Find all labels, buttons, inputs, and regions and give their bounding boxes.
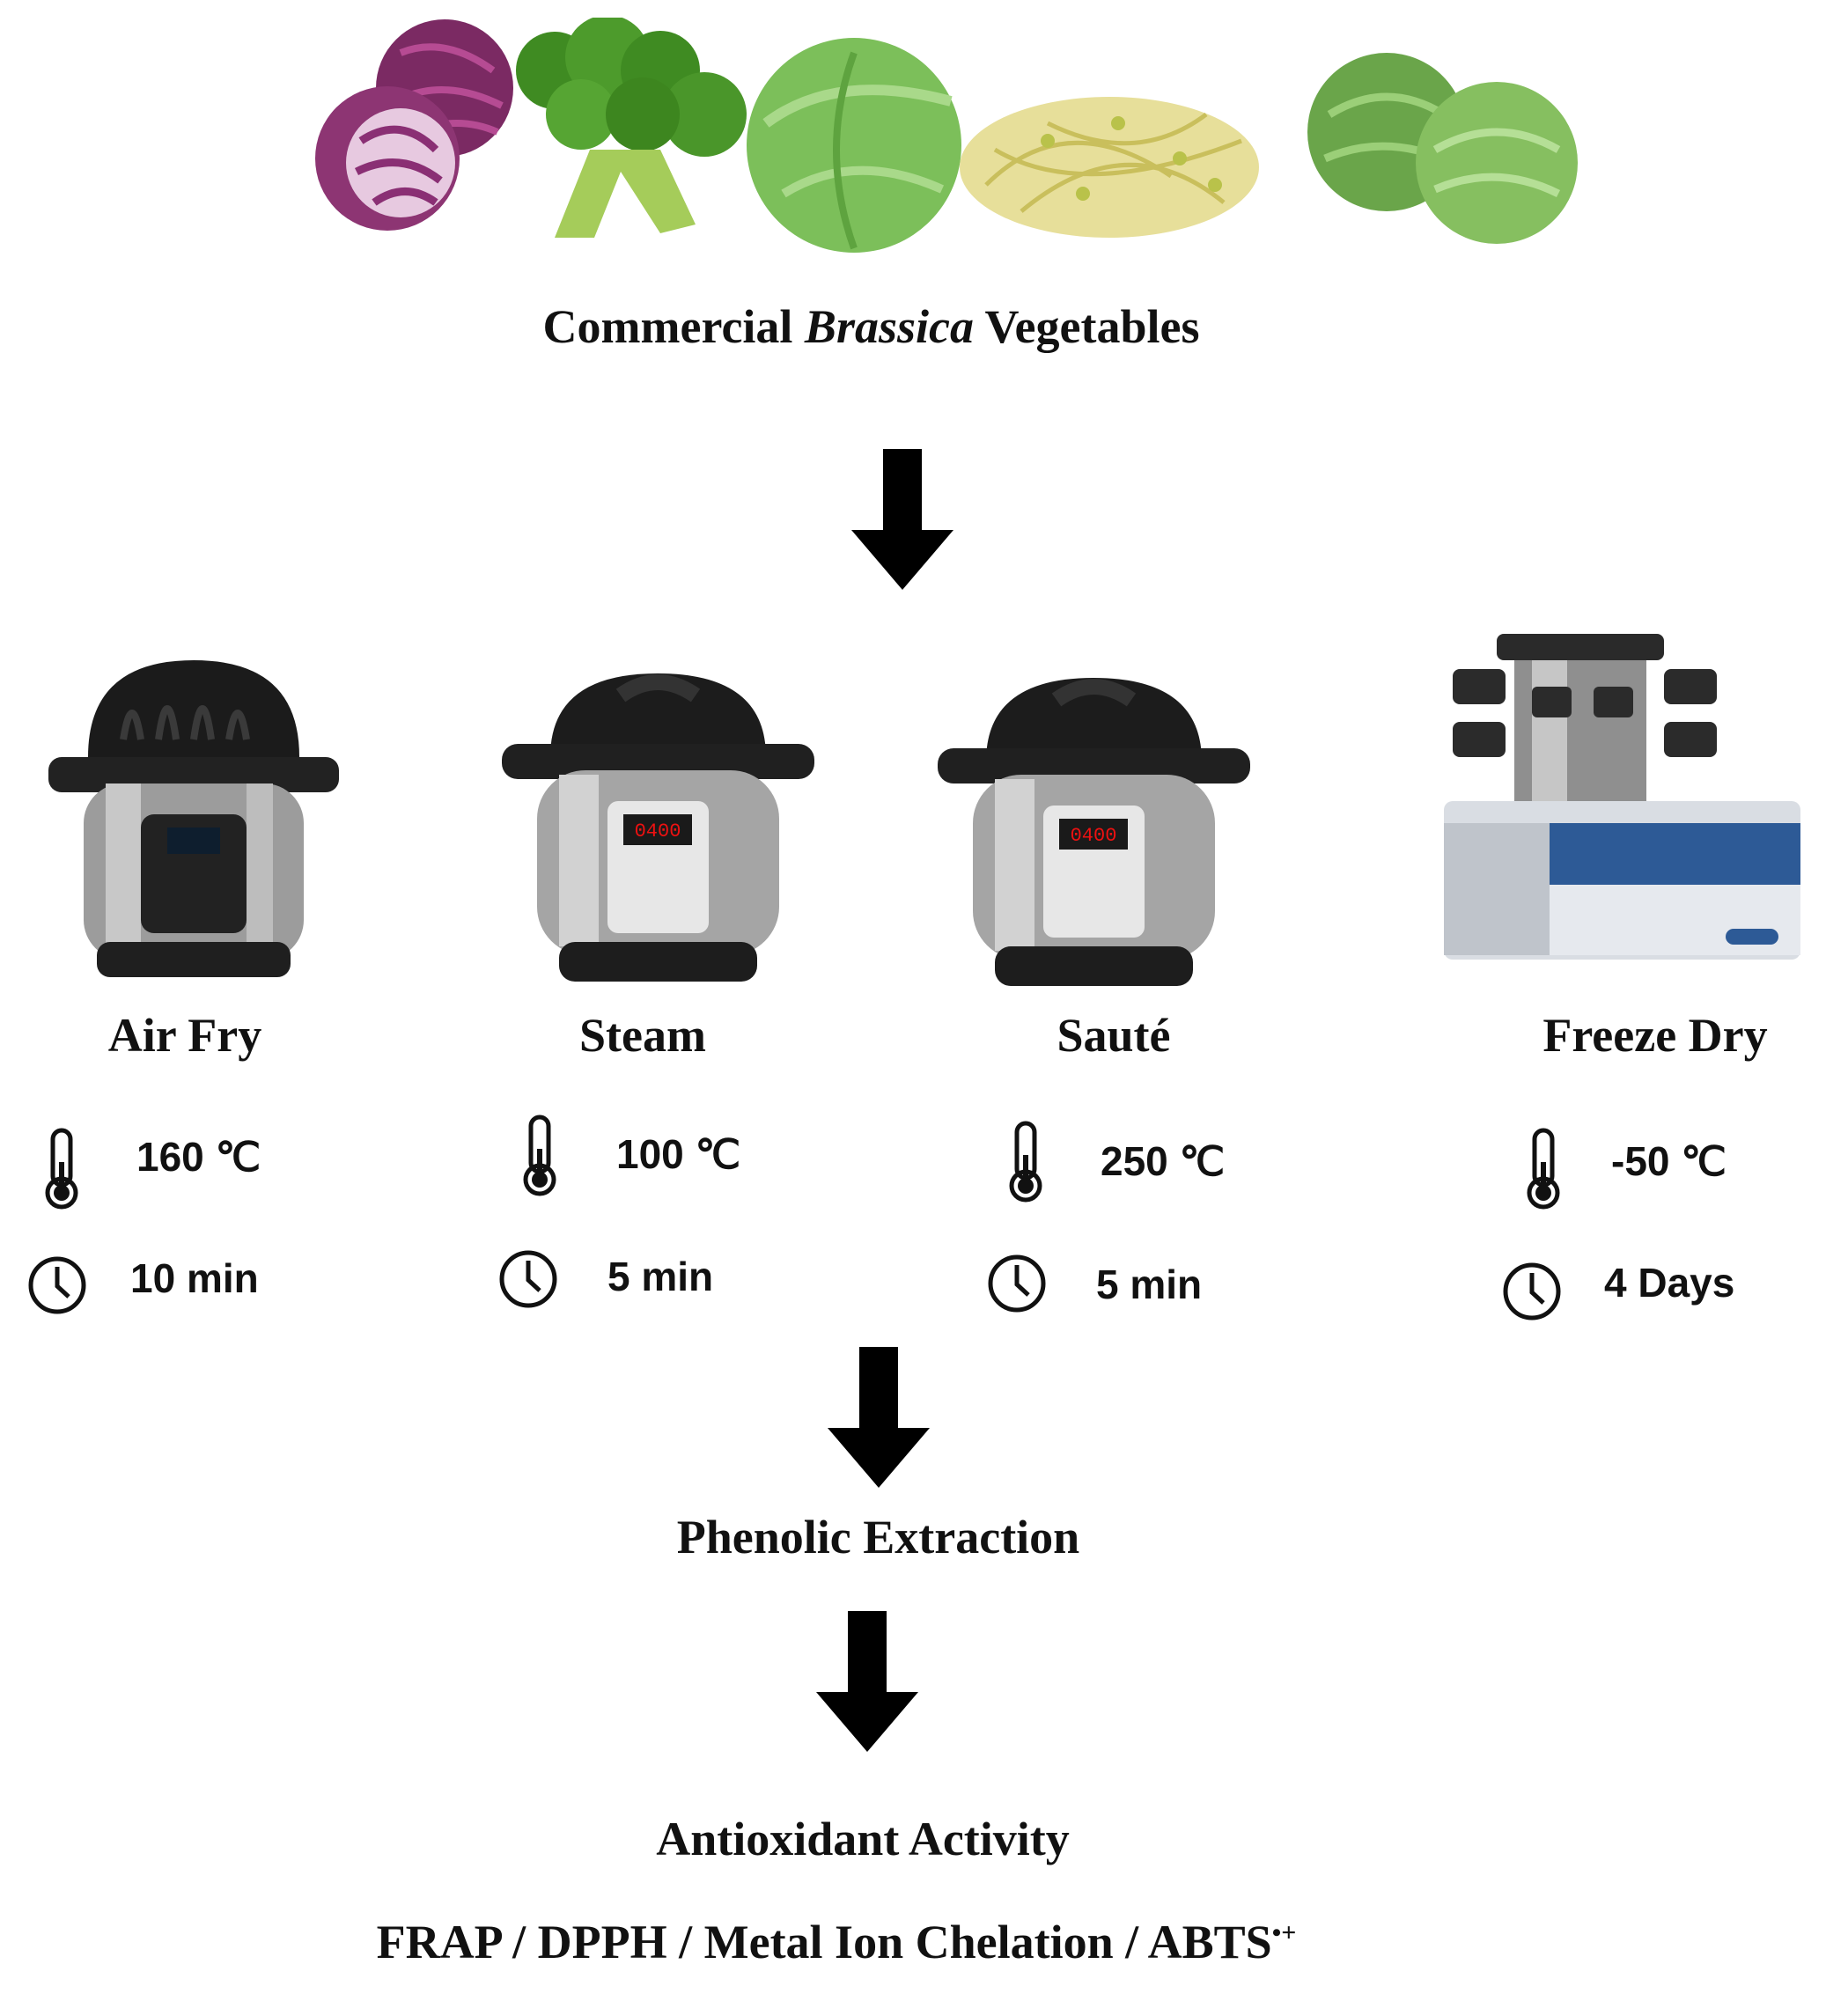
title-pre: Commercial: [542, 300, 805, 353]
clock-icon: [1501, 1261, 1563, 1322]
air-fryer-pot-icon: [35, 651, 352, 995]
vegetables-row: [291, 18, 1629, 273]
sprouts-icon: [960, 97, 1259, 238]
broccoli-icon: [516, 18, 747, 238]
down-arrow-2: [826, 1347, 931, 1492]
thermometer-icon: [1004, 1120, 1048, 1203]
method-name-saute: Sauté: [1057, 1009, 1171, 1062]
method-name-freeze-dry: Freeze Dry: [1542, 1009, 1768, 1062]
thermometer-icon: [40, 1127, 84, 1210]
temp-steam: 100 ℃: [616, 1131, 741, 1177]
temp-freeze-dry: -50 ℃: [1611, 1138, 1727, 1184]
freeze-dryer-icon: [1391, 616, 1840, 995]
svg-text:0400: 0400: [634, 820, 681, 842]
phenolic-extraction-label: Phenolic Extraction: [676, 1511, 1080, 1563]
svg-text:0400: 0400: [1070, 825, 1117, 847]
down-arrow-3: [814, 1611, 920, 1756]
time-air-fry: 10 min: [130, 1255, 259, 1301]
temp-air-fry: 160 ℃: [136, 1134, 261, 1180]
assays-superscript: •+: [1271, 1918, 1297, 1947]
assays-label: [0, 1915, 1673, 1969]
clock-icon: [497, 1248, 559, 1310]
pressure-cooker-icon: [933, 665, 1255, 999]
pressure-cooker-icon: [497, 660, 819, 995]
time-freeze-dry: 4 Days: [1604, 1260, 1735, 1306]
clock-icon: [26, 1254, 88, 1316]
assays-text: FRAP / DPPH / Metal Ion Chelation / ABTS: [376, 1916, 1272, 1968]
method-name-steam: Steam: [579, 1009, 706, 1062]
brussels-sprouts-icon: [1307, 53, 1578, 244]
green-cabbage-icon: [747, 38, 961, 253]
antioxidant-activity-label: Antioxidant Activity: [656, 1813, 1070, 1865]
red-cabbage-icon: [315, 19, 513, 231]
clock-icon: [986, 1253, 1048, 1314]
temp-saute: 250 ℃: [1101, 1138, 1226, 1184]
down-arrow-1: [850, 449, 955, 594]
title-post: Vegetables: [973, 300, 1200, 353]
source-title: [0, 299, 1795, 354]
thermometer-icon: [1521, 1127, 1565, 1210]
title-italic: Brassica: [804, 300, 974, 353]
method-name-air-fry: Air Fry: [107, 1009, 262, 1062]
time-steam: 5 min: [607, 1254, 714, 1299]
thermometer-icon: [518, 1114, 562, 1197]
time-saute: 5 min: [1096, 1262, 1203, 1307]
